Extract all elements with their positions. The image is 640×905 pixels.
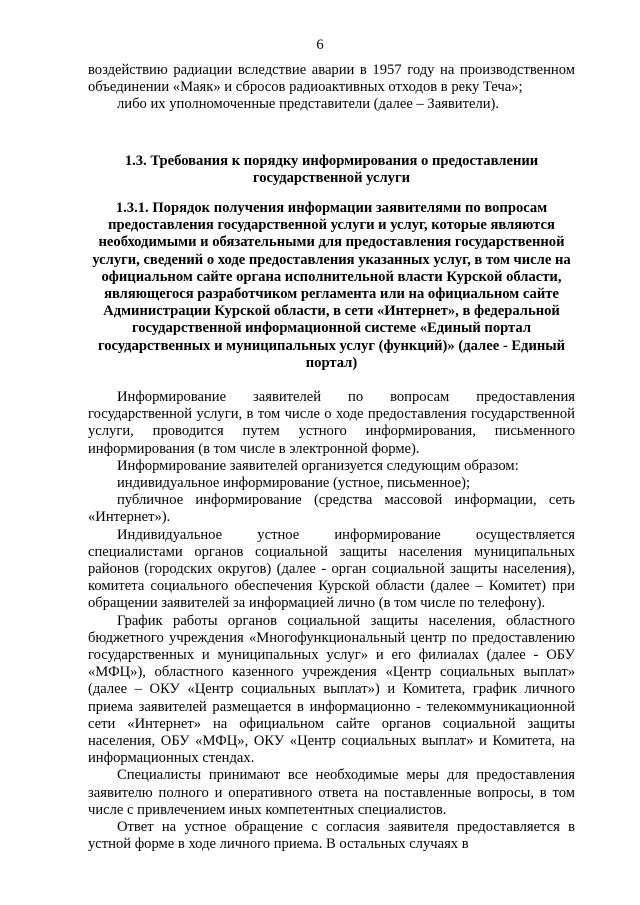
page-number: 6 (316, 37, 324, 53)
body-paragraph-2: Информирование заявителей организуется следующим образом: (117, 457, 519, 474)
body-paragraph-5: Индивидуальное устное информирование осуществляется специалистами органов социальной защиты населения муниципальных районов (городских округов) (далее - орган социальной защиты населения), комитета социального обеспечения Курской области (далее – Комитет) при обращении заявителей за информацией лично (в том числе по телефону). (88, 526, 575, 612)
body-paragraph-1: Информирование заявителей по вопросам предоставления государственной услуги, в том числе о ходе предоставления государственной услуги, проводится путем устного информирования, письменного информирования (в том числе в электронной форме). (88, 389, 575, 457)
body-paragraph-4: публичное информирование (средства массовой информации, сеть «Интернет»). (88, 492, 575, 526)
intro-block (88, 62, 575, 114)
body-paragraph-7: Специалисты принимают все необходимые меры для предоставления заявителю полного и оперативного ответа на поставленные вопросы, в том числе с привлечением иных компетентных специалистов. (88, 767, 575, 818)
section-1-3-heading-block (88, 153, 575, 187)
intro-paragraph-1: воздействию радиации вследствие аварии в 1957 году на производственном объединении «Маяк» и сбросов радиоактивных отходов в реку Теча»; (88, 62, 575, 96)
section-1-3-title: 1.3. Требования к порядку информирования о предоставлении государственной услуги (124, 153, 539, 187)
body-paragraph-8: Ответ на устное обращение с согласия заявителя предоставляется в устной форме в ходе личного приема. В остальных случаях в (88, 819, 575, 853)
section-1-3-1-heading-block (88, 200, 575, 372)
body-paragraph-6: График работы органов социальной защиты населения, областного бюджетного учреждения «Многофункциональный центр по предоставлению государственных и муниципальных услуг» и его филиалах (далее - ОБУ «МФЦ»), областного казенного учреждения «Центр социальных выплат» (далее – ОКУ «Центр социальных выплат») и Комитета, график личного приема заявителей размещается в информационно - телекоммуникационной сети «Интернет» на официальном сайте органов социальной защиты населения, ОБУ «МФЦ», ОКУ «Центр социальных выплат» и Комитета, на информационных стендах. (88, 612, 575, 767)
body-text (88, 389, 575, 853)
intro-paragraph-2: либо их уполномоченные представители (далее – Заявители). (117, 96, 500, 113)
section-1-3-1-title: 1.3.1. Порядок получения информации заявителями по вопросам предоставления государственной услуги и услуг, которые являются необходимыми и обязательными для предоставления государственной услуги, сведений о ходе предоставления указанных услуг, в том числе на официальном сайте органа исполнительной власти Курской области, являющегося разработчиком регламента или на официальном сайте Администрации Курской области, в сети «Интернет», в федеральной государственной информационной системе «Единый портал государственных и муниципальных услуг (функций)» (далее - Единый портал) (92, 200, 571, 371)
body-paragraph-3: индивидуальное информирование (устное, письменное); (117, 475, 471, 492)
